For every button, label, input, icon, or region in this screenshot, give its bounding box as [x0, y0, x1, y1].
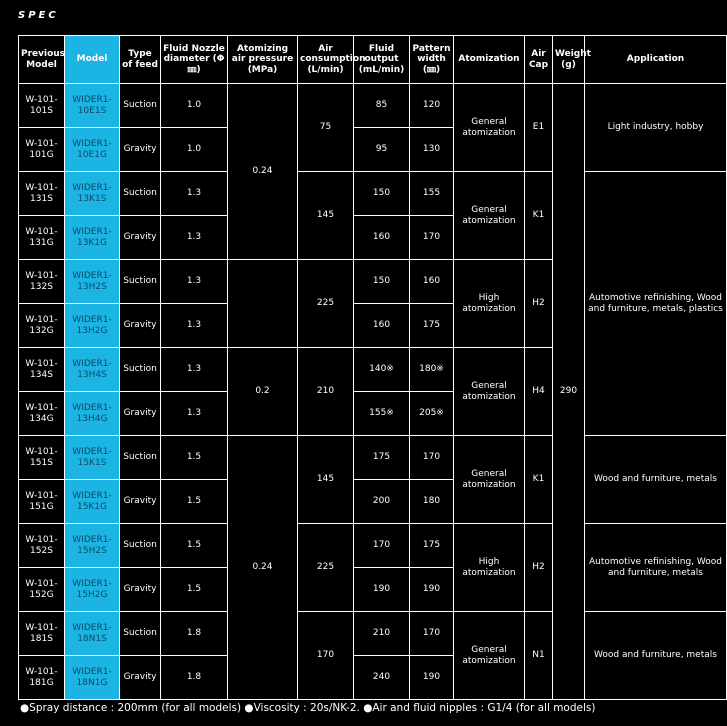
fluid-output-cell: 150 [354, 172, 410, 216]
prev-model-cell: W-101-181G [19, 656, 65, 700]
pattern-width-cell: 190 [410, 656, 454, 700]
nozzle-cell: 1.0 [161, 84, 228, 128]
air-consumption-cell: 225 [298, 524, 354, 612]
atom-pressure-cell: 0.24 [228, 84, 298, 260]
header-weight: Weight (g) [553, 36, 585, 84]
fluid-output-cell: 240 [354, 656, 410, 700]
model-cell: WIDER1-13K1S [65, 172, 120, 216]
model-cell: WIDER1-15K1G [65, 480, 120, 524]
air-cap-cell: H2 [525, 260, 553, 348]
atomization-cell: General atomization [454, 612, 525, 700]
fluid-output-cell: 160 [354, 216, 410, 260]
header-pattern-width: Pattern width (㎜) [410, 36, 454, 84]
atomization-cell: High atomization [454, 524, 525, 612]
pattern-width-cell: 180※ [410, 348, 454, 392]
prev-model-cell: W-101-134S [19, 348, 65, 392]
feed-cell: Gravity [120, 656, 161, 700]
pattern-width-cell: 190 [410, 568, 454, 612]
feed-cell: Suction [120, 260, 161, 304]
pattern-width-cell: 170 [410, 436, 454, 480]
atom-pressure-cell [228, 260, 298, 348]
model-cell: WIDER1-15H2G [65, 568, 120, 612]
model-cell: WIDER1-13H4G [65, 392, 120, 436]
fluid-output-cell: 200 [354, 480, 410, 524]
fluid-output-cell: 95 [354, 128, 410, 172]
air-consumption-cell: 225 [298, 260, 354, 348]
header-air-cap: Air Cap [525, 36, 553, 84]
fluid-output-cell: 170 [354, 524, 410, 568]
model-cell: WIDER1-15H2S [65, 524, 120, 568]
air-cap-cell: E1 [525, 84, 553, 172]
feed-cell: Suction [120, 84, 161, 128]
pattern-width-cell: 130 [410, 128, 454, 172]
table-row [19, 612, 727, 656]
nozzle-cell: 1.0 [161, 128, 228, 172]
atomization-cell: General atomization [454, 348, 525, 436]
model-cell: WIDER1-13H2G [65, 304, 120, 348]
nozzle-cell: 1.5 [161, 436, 228, 480]
pattern-width-cell: 180 [410, 480, 454, 524]
application-cell: Wood and furniture, metals [585, 436, 727, 524]
model-cell: WIDER1-18N1G [65, 656, 120, 700]
atomization-cell: General atomization [454, 172, 525, 260]
model-cell: WIDER1-10E1G [65, 128, 120, 172]
header-fluid-output: Fluid output (mL/min) [354, 36, 410, 84]
atomization-cell: General atomization [454, 436, 525, 524]
feed-cell: Gravity [120, 216, 161, 260]
feed-cell: Suction [120, 172, 161, 216]
atom-pressure-cell: 0.2 [228, 348, 298, 436]
header-row [19, 36, 727, 84]
feed-cell: Gravity [120, 392, 161, 436]
header-application: Application [585, 36, 727, 84]
application-cell: Automotive refinishing, Wood and furniture, metals, plastics [585, 172, 727, 436]
application-cell: Wood and furniture, metals [585, 612, 727, 700]
air-cap-cell: H4 [525, 348, 553, 436]
prev-model-cell: W-101-151G [19, 480, 65, 524]
pattern-width-cell: 120 [410, 84, 454, 128]
air-consumption-cell: 145 [298, 436, 354, 524]
nozzle-cell: 1.3 [161, 304, 228, 348]
air-cap-cell: H2 [525, 524, 553, 612]
fluid-output-cell: 85 [354, 84, 410, 128]
header-air-consumption: Air consumption (L/min) [298, 36, 354, 84]
model-cell: WIDER1-13H2S [65, 260, 120, 304]
pattern-width-cell: 160 [410, 260, 454, 304]
pattern-width-cell: 175 [410, 524, 454, 568]
atom-pressure-cell: 0.24 [228, 436, 298, 700]
feed-cell: Suction [120, 612, 161, 656]
nozzle-cell: 1.8 [161, 656, 228, 700]
fluid-output-cell: 140※ [354, 348, 410, 392]
fluid-output-cell: 175 [354, 436, 410, 480]
feed-cell: Suction [120, 436, 161, 480]
prev-model-cell: W-101-151S [19, 436, 65, 480]
fluid-output-cell: 210 [354, 612, 410, 656]
nozzle-cell: 1.3 [161, 348, 228, 392]
header-prev-model: Previous Model [19, 36, 65, 84]
prev-model-cell: W-101-181S [19, 612, 65, 656]
table-row [19, 172, 727, 216]
prev-model-cell: W-101-152G [19, 568, 65, 612]
header-atom-pressure: Atomizing air pressure (MPa) [228, 36, 298, 84]
feed-cell: Gravity [120, 128, 161, 172]
application-cell: Light industry, hobby [585, 84, 727, 172]
nozzle-cell: 1.5 [161, 524, 228, 568]
pattern-width-cell: 170 [410, 612, 454, 656]
prev-model-cell: W-101-131G [19, 216, 65, 260]
pattern-width-cell: 205※ [410, 392, 454, 436]
prev-model-cell: W-101-101G [19, 128, 65, 172]
prev-model-cell: W-101-132G [19, 304, 65, 348]
spec-notes: ●Spray distance : 200mm (for all models) ●Viscosity : 20s/NK-2. ●Air and fluid nipples : G1/4 (for all models) [20, 702, 596, 714]
air-consumption-cell: 210 [298, 348, 354, 436]
atomization-cell: High atomization [454, 260, 525, 348]
fluid-output-cell: 150 [354, 260, 410, 304]
table-row [19, 84, 727, 128]
air-consumption-cell: 75 [298, 84, 354, 172]
table-row [19, 524, 727, 568]
air-consumption-cell: 170 [298, 612, 354, 700]
nozzle-cell: 1.5 [161, 480, 228, 524]
model-cell: WIDER1-18N1S [65, 612, 120, 656]
air-cap-cell: N1 [525, 612, 553, 700]
air-cap-cell: K1 [525, 172, 553, 260]
prev-model-cell: W-101-134G [19, 392, 65, 436]
fluid-output-cell: 160 [354, 304, 410, 348]
feed-cell: Suction [120, 524, 161, 568]
prev-model-cell: W-101-132S [19, 260, 65, 304]
pattern-width-cell: 175 [410, 304, 454, 348]
feed-cell: Gravity [120, 480, 161, 524]
nozzle-cell: 1.3 [161, 216, 228, 260]
header-atomization: Atomization [454, 36, 525, 84]
table-row [19, 436, 727, 480]
model-cell: WIDER1-13K1G [65, 216, 120, 260]
air-consumption-cell: 145 [298, 172, 354, 260]
feed-cell: Gravity [120, 304, 161, 348]
air-cap-cell: K1 [525, 436, 553, 524]
feed-cell: Gravity [120, 568, 161, 612]
pattern-width-cell: 170 [410, 216, 454, 260]
pattern-width-cell: 155 [410, 172, 454, 216]
header-nozzle: Fluid Nozzle diameter (Φ㎜) [161, 36, 228, 84]
nozzle-cell: 1.3 [161, 172, 228, 216]
model-cell: WIDER1-10E1S [65, 84, 120, 128]
nozzle-cell: 1.8 [161, 612, 228, 656]
nozzle-cell: 1.3 [161, 392, 228, 436]
atomization-cell: General atomization [454, 84, 525, 172]
fluid-output-cell: 155※ [354, 392, 410, 436]
nozzle-cell: 1.3 [161, 260, 228, 304]
fluid-output-cell: 190 [354, 568, 410, 612]
model-cell: WIDER1-15K1S [65, 436, 120, 480]
nozzle-cell: 1.5 [161, 568, 228, 612]
model-cell: WIDER1-13H4S [65, 348, 120, 392]
prev-model-cell: W-101-131S [19, 172, 65, 216]
section-label: SPEC [18, 10, 59, 21]
spec-table [18, 35, 727, 700]
header-model: Model [65, 36, 120, 84]
prev-model-cell: W-101-101S [19, 84, 65, 128]
feed-cell: Suction [120, 348, 161, 392]
header-feed: Type of feed [120, 36, 161, 84]
prev-model-cell: W-101-152S [19, 524, 65, 568]
application-cell: Automotive refinishing, Wood and furniture, metals [585, 524, 727, 612]
weight-cell: 290 [553, 84, 585, 700]
